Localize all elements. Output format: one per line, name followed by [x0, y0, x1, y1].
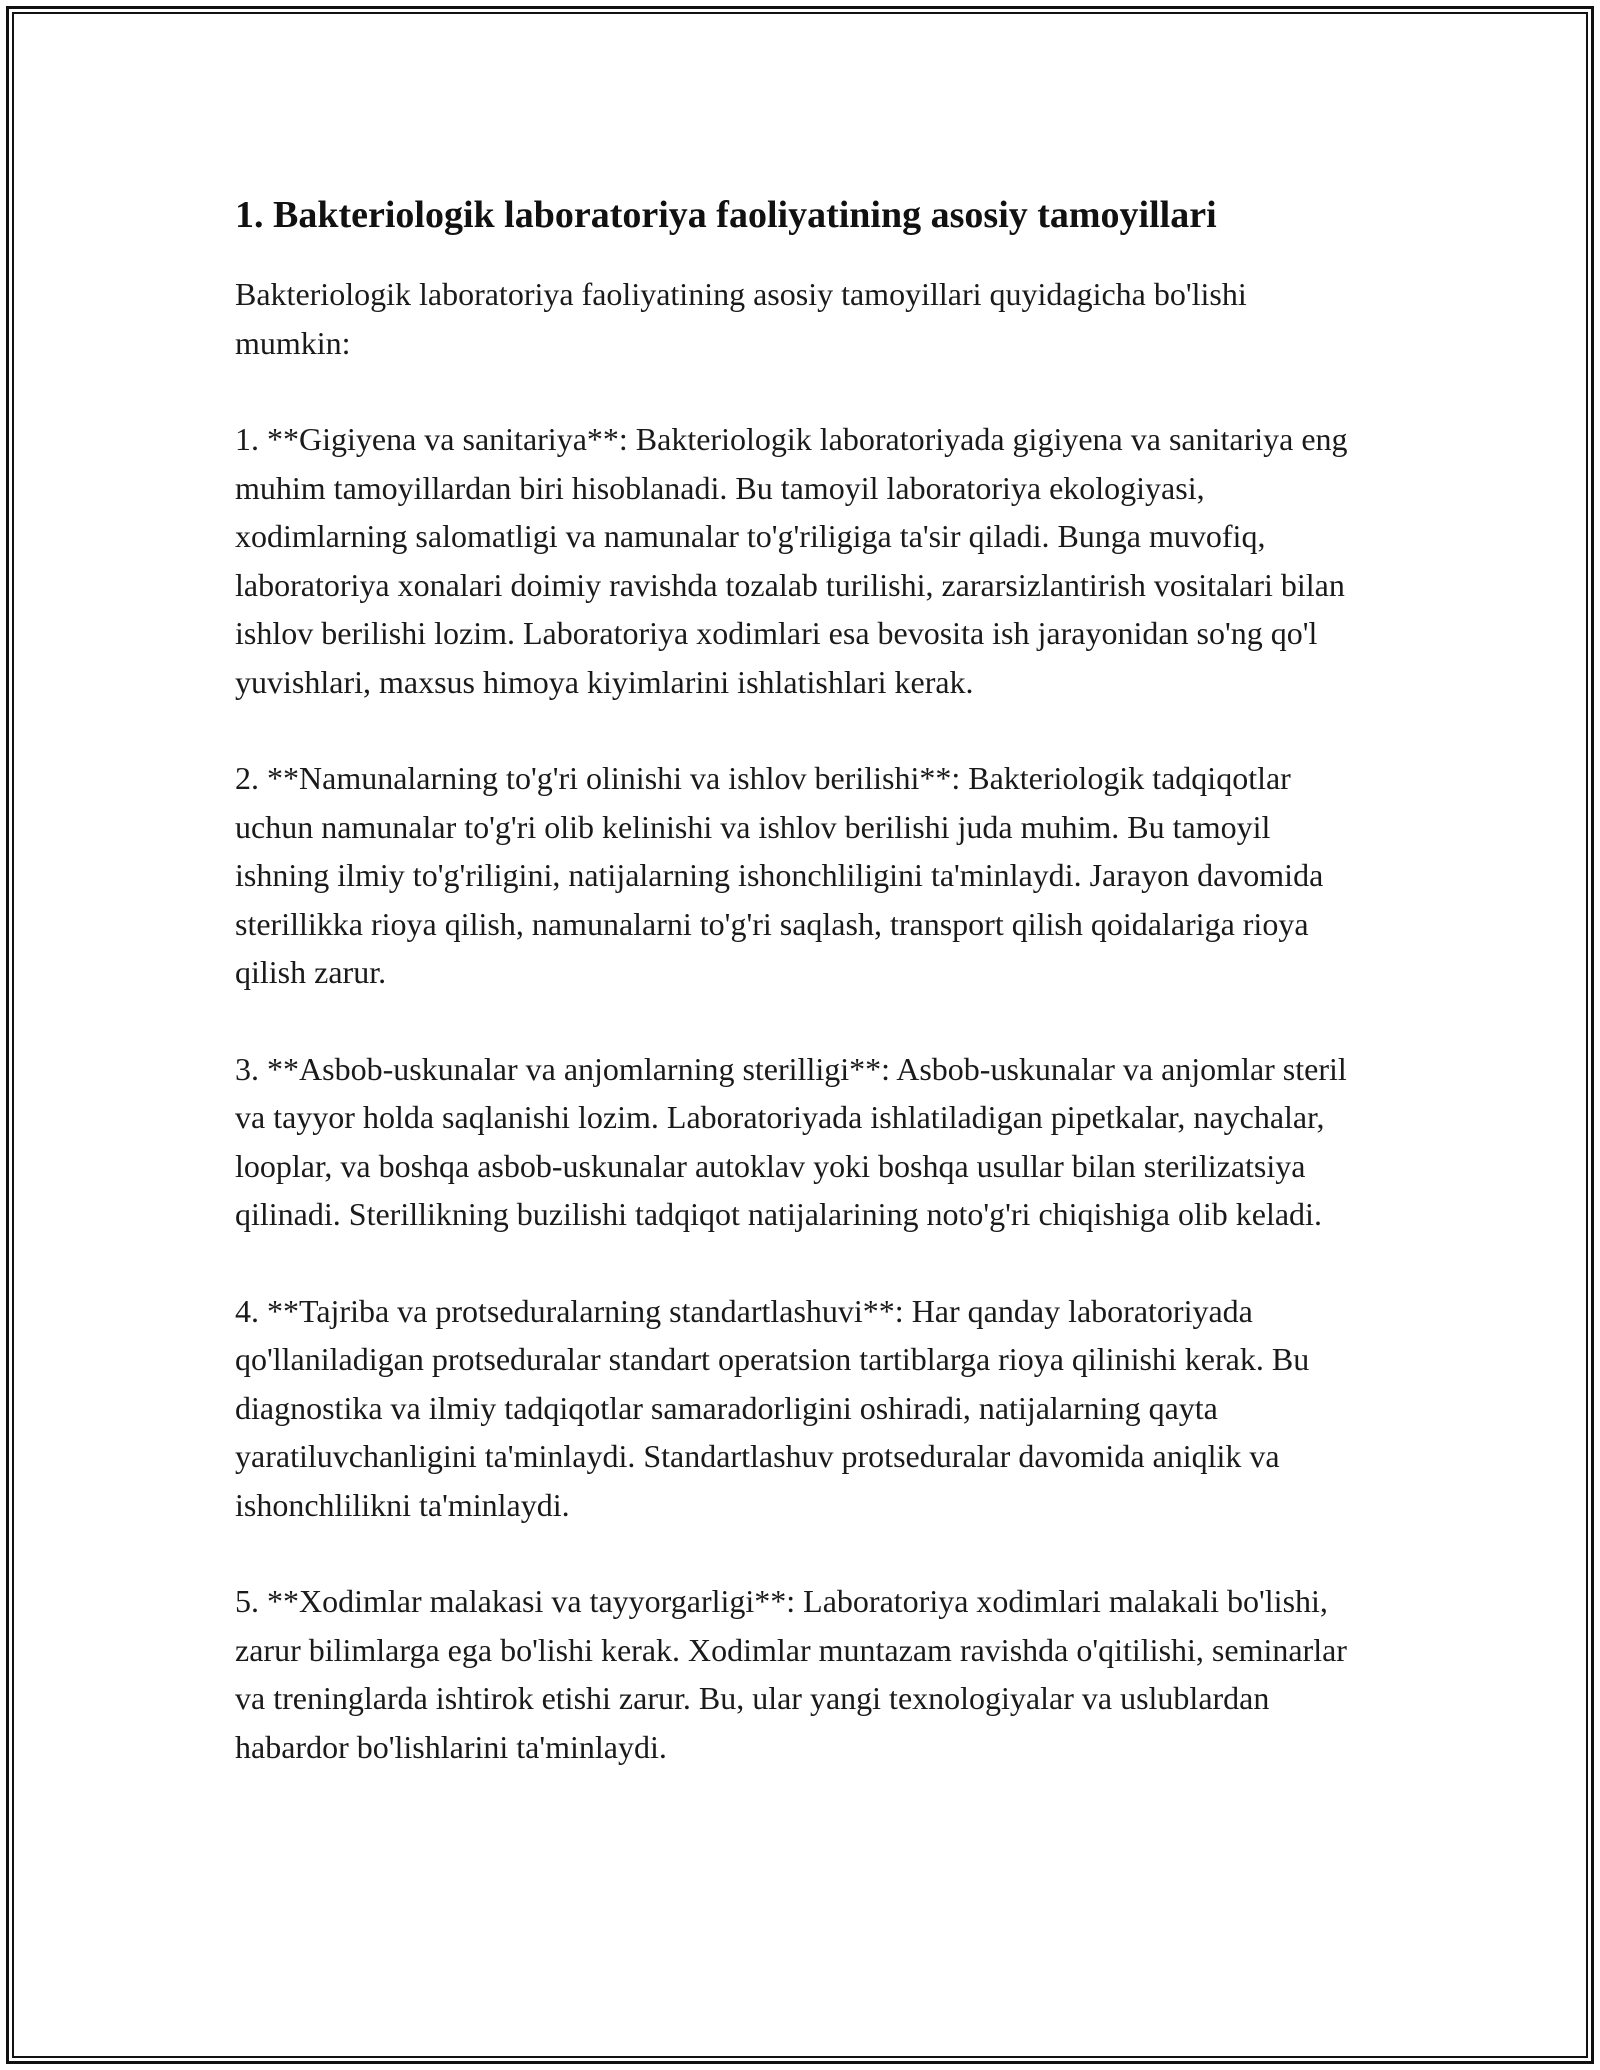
intro-paragraph: Bakteriologik laboratoriya faoliyatining asosiy tamoyillari quyidagicha bo'lishi mumkin:	[235, 276, 1247, 361]
principle-sampling-paragraph: 2. **Namunalarning to'g'ri olinishi va ishlov berilishi**: Bakteriologik tadqiqotlar uchun namunalar to'g'ri olib kelinishi va ishlov berilishi juda muhim. Bu tamoyil ishning ilmiy to'g'riligini, natijalarning ishonchliligini ta'minlaydi. Jarayon davomida sterillikka rioya qilish, namunalarni to'g'ri saqlash, transport qilish qoidalariga rioya qilish zarur.	[235, 760, 1324, 990]
principle-hygiene-paragraph: 1. **Gigiyena va sanitariya**: Bakteriologik laboratoriyada gigiyena va sanitariya eng muhim tamoyillardan biri hisoblanadi. Bu tamoyil laboratoriya ekologiyasi, xodimlarning salomatligi va namunalar to'g'riligiga ta'sir qiladi. Bunga muvofiq, laboratoriya xonalari doimiy ravishda tozalab turilishi, zararsizlantirish vositalari bilan ishlov berilishi lozim. Laboratoriya xodimlari esa bevosita ish jarayonidan so'ng qo'l yuvishlari, maxsus himoya kiyimlarini ishlatishlari kerak.	[235, 421, 1348, 700]
document-body	[235, 186, 1365, 1819]
section-title: 1. Bakteriologik laboratoriya faoliyatining asosiy tamoyillari	[235, 194, 1217, 236]
principle-sterility-paragraph: 3. **Asbob-uskunalar va anjomlarning sterilligi**: Asbob-uskunalar va anjomlar steril va tayyor holda saqlanishi lozim. Laboratoriyada ishlatiladigan pipetkalar, naychalar, looplar, va boshqa asbob-uskunalar autoklav yoki boshqa usullar bilan sterilizatsiya qilinadi. Sterillikning buzilishi tadqiqot natijalarining noto'g'ri chiqishiga olib keladi.	[235, 1050, 1347, 1232]
principle-standardization-paragraph: 4. **Tajriba va protseduralarning standartlashuvi**: Har qanday laboratoriyada qo'llaniladigan protseduralar standart operatsion tartiblarga rioya qilinishi kerak. Bu diagnostika va ilmiy tadqiqotlar samaradorligini oshiradi, natijalarning qayta yaratiluvchanligini ta'minlaydi. Standartlashuv protseduralar davomida aniqlik va ishonchlilikni ta'minlaydi.	[235, 1292, 1310, 1523]
principle-staff-qualification-paragraph: 5. **Xodimlar malakasi va tayyorgarligi**: Laboratoriya xodimlari malakali bo'lishi, zarur bilimlarga ega bo'lishi kerak. Xodimlar muntazam ravishda o'qitilishi, seminarlar va treninglarda ishtirok etishi zarur. Bu, ular yangi texnologiyalar va uslublardan habardor bo'lishlarini ta'minlaydi.	[235, 1583, 1347, 1765]
